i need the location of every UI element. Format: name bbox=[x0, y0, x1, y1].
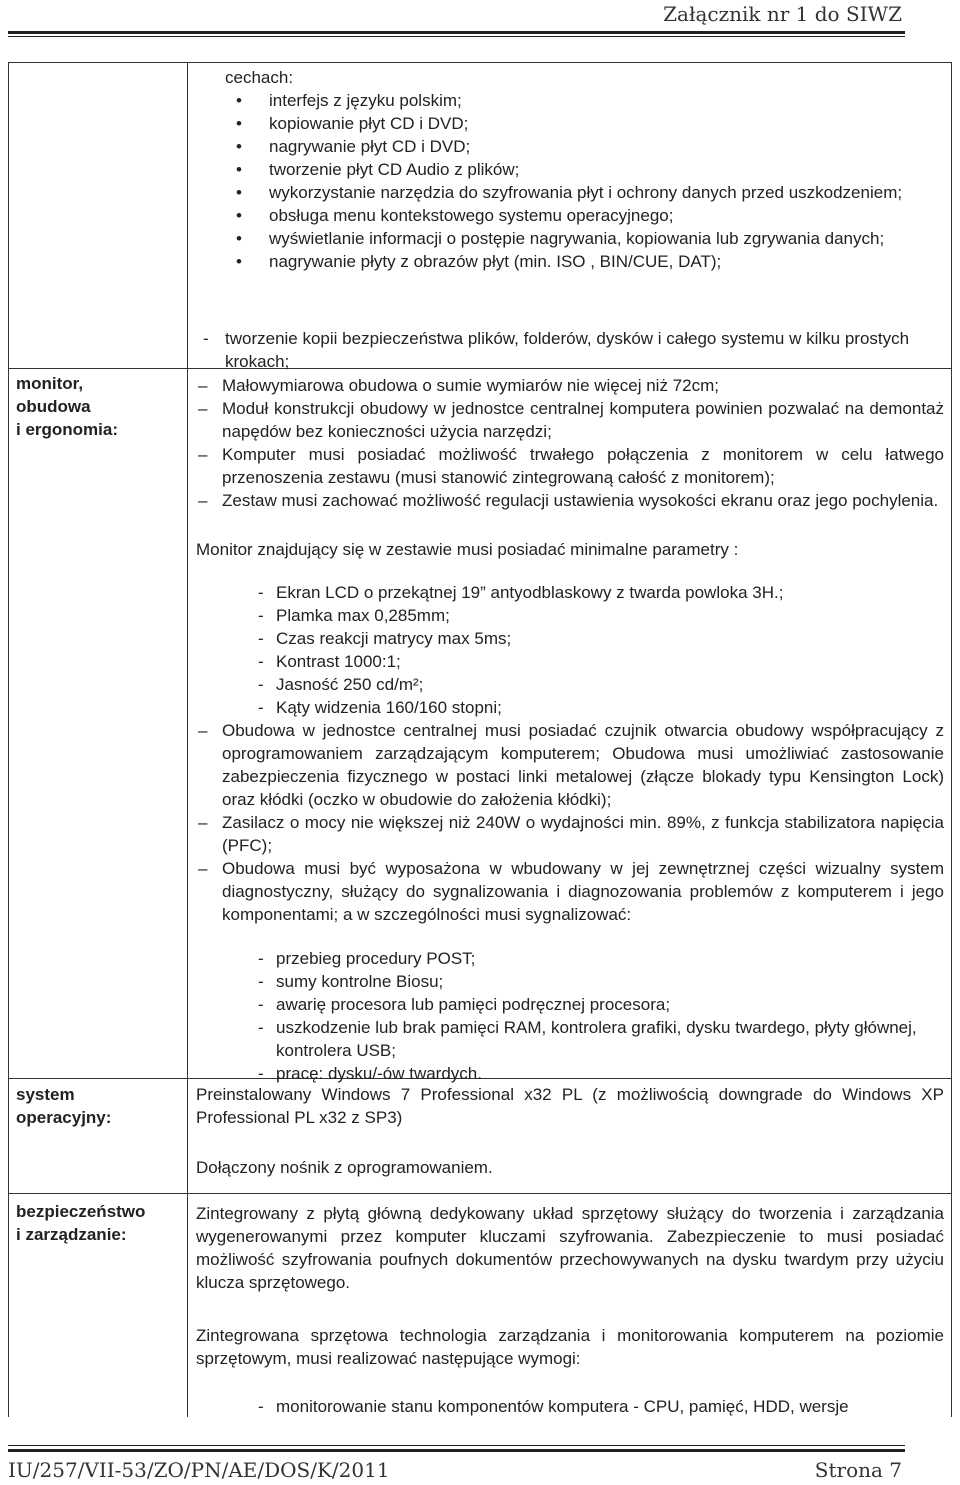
list-item: • tworzenie płyt CD Audio z plików; bbox=[236, 160, 520, 179]
backup-item: - tworzenie kopii bezpieczeństwa plików, folderów, dysków i całego systemu w kilku prostych krokach; bbox=[203, 329, 910, 371]
label-monitor-obudowa-ergonomia: monitor, obudowa i ergonomia: bbox=[16, 374, 119, 439]
document-header-title: Załącznik nr 1 do SIWZ bbox=[663, 2, 902, 26]
list-item: • kopiowanie płyt CD i DVD; bbox=[236, 114, 469, 133]
footer-rule bbox=[8, 1449, 905, 1452]
table-column-divider bbox=[187, 62, 188, 1417]
security-requirements bbox=[258, 1395, 946, 1418]
label-bezpieczenstwo-zarzadzanie: bezpieczeństwo i zarządzanie: bbox=[16, 1202, 146, 1244]
cell-monitor-requirements bbox=[198, 374, 944, 512]
security-requirements-list bbox=[258, 1395, 946, 1418]
list-item: • obsługa menu kontekstowego systemu operacyjnego; bbox=[236, 206, 674, 225]
header-rule bbox=[8, 31, 905, 34]
list-item: - sumy kontrolne Biosu; bbox=[258, 972, 444, 991]
list-item: - Kontrast 1000:1; bbox=[258, 652, 401, 671]
monitor-params bbox=[258, 581, 936, 719]
list-item: • nagrywanie płyt CD i DVD; bbox=[236, 137, 471, 156]
monitor-requirements-list bbox=[198, 374, 944, 512]
security-hardware-encryption: Zintegrowany z płytą główną dedykowany układ sprzętowy służący do tworzenia i zarządzania wygenerowanymi przez komputer kluczami szyfrowania. Zabezpieczenie to musi posiadać możliwość szyfrowania poufnych dokumentów przechowywanych na dysku twardym przy użyciu klucza sprzętowego. bbox=[196, 1204, 944, 1292]
row-divider-3 bbox=[8, 1193, 952, 1194]
case-requirements bbox=[198, 719, 944, 926]
list-item: – Moduł konstrukcji obudowy w jednostce centralnej komputera powinien pozwalać na demontaż napędów bez konieczności użycia narzędzi; bbox=[198, 399, 944, 441]
list-item: - Czas reakcji matrycy max 5ms; bbox=[258, 629, 512, 648]
list-item: - monitorowanie stanu komponentów komputera - CPU, pamięć, HDD, wersje bbox=[258, 1397, 849, 1416]
list-item: – Małowymiarowa obudowa o sumie wymiarów nie więcej niż 72cm; bbox=[198, 376, 719, 395]
list-item: – Komputer musi posiadać możliwość trwałego połączenia z monitorem w celu łatwego przenoszenia zestawu (musi stanowić zintegrowaną całość z monitorem); bbox=[198, 445, 944, 487]
os-requirement: Preinstalowany Windows 7 Professional x32 PL (z możliwością downgrade do Windows XP Professional PL x32 z SP3) bbox=[196, 1085, 944, 1127]
list-item: – Zestaw musi zachować możliwość regulacji ustawienia wysokości ekranu oraz jego pochylenia. bbox=[198, 491, 939, 510]
diagnostic-signals-list bbox=[258, 947, 946, 1085]
header-rule-thin bbox=[8, 36, 905, 37]
list-item: - awarię procesora lub pamięci podręcznej procesora; bbox=[258, 995, 671, 1014]
case-requirements-list bbox=[198, 719, 944, 926]
list-item: • interfejs z języku polskim; bbox=[236, 91, 462, 110]
table-top-border bbox=[8, 62, 952, 63]
list-item: • wyświetlanie informacji o postępie nagrywania, kopiowania lub zgrywania danych; bbox=[236, 229, 885, 248]
monitor-params-intro: Monitor znajdujący się w zestawie musi posiadać minimalne parametry : bbox=[196, 540, 739, 559]
diagnostic-signals bbox=[258, 947, 946, 1085]
page-number: Strona 7 bbox=[814, 1458, 902, 1482]
list-item: - Kąty widzenia 160/160 stopni; bbox=[258, 698, 502, 717]
list-item: – Obudowa w jednostce centralnej musi posiadać czujnik otwarcia obudowy współpracujący z oprogramowaniem zarządzającym komputerem; Obudowa musi umożliwiać zastosowanie zabezpieczenia fizycznego w postaci linki metalowej (złącze blokady typu Kensington Lock) oraz kłódki (oczko w obudowie do założenia kłódki); bbox=[198, 721, 944, 809]
security-management-intro: Zintegrowana sprzętowa technologia zarządzania i monitorowania komputerem na poziomie sprzętowym, musi realizować następujące wymogi: bbox=[196, 1326, 944, 1368]
os-media: Dołączony nośnik z oprogramowaniem. bbox=[196, 1158, 493, 1177]
cell-software-continuation bbox=[225, 66, 945, 273]
list-item: – Obudowa musi być wyposażona w wbudowany w jej zewnętrznej części wizualny system diagnostyczny, służący do sygnalizowania i diagnozowania problemów z komputerem i jego komponentami; a w szczególności musi sygnalizować: bbox=[198, 859, 944, 924]
intro-text: cechach: bbox=[225, 68, 294, 87]
feature-bullet-list bbox=[236, 89, 945, 273]
list-item: - Jasność 250 cd/m²; bbox=[258, 675, 424, 694]
footer-rule-thin bbox=[8, 1445, 905, 1446]
list-item: - Ekran LCD o przekątnej 19” antyodblaskowy z twarda powloka 3H.; bbox=[258, 583, 784, 602]
label-system-operacyjny: system operacyjny: bbox=[16, 1085, 112, 1127]
document-reference-number: IU/257/VII-53/ZO/PN/AE/DOS/K/2011 bbox=[8, 1458, 390, 1482]
table-right-border bbox=[951, 62, 952, 1417]
list-item: - przebieg procedury POST; bbox=[258, 949, 476, 968]
list-item: • nagrywanie płyty z obrazów płyt (min. ISO , BIN/CUE, DAT); bbox=[236, 252, 722, 271]
list-item: - pracę: dysku/-ów twardych. bbox=[258, 1064, 482, 1083]
table-left-border bbox=[8, 62, 9, 1417]
list-item: - Plamka max 0,285mm; bbox=[258, 606, 450, 625]
list-item: - uszkodzenie lub brak pamięci RAM, kontrolera grafiki, dysku twardego, płyty głównej, kontrolera USB; bbox=[258, 1018, 917, 1060]
monitor-params-list bbox=[258, 581, 936, 719]
list-item: – Zasilacz o mocy nie większej niż 240W o wydajności min. 89%, z funkcja stabilizatora napięcia (PFC); bbox=[198, 813, 944, 855]
list-item: • wykorzystanie narzędzia do szyfrowania płyt i ochrony danych przed uszkodzeniem; bbox=[236, 183, 903, 202]
